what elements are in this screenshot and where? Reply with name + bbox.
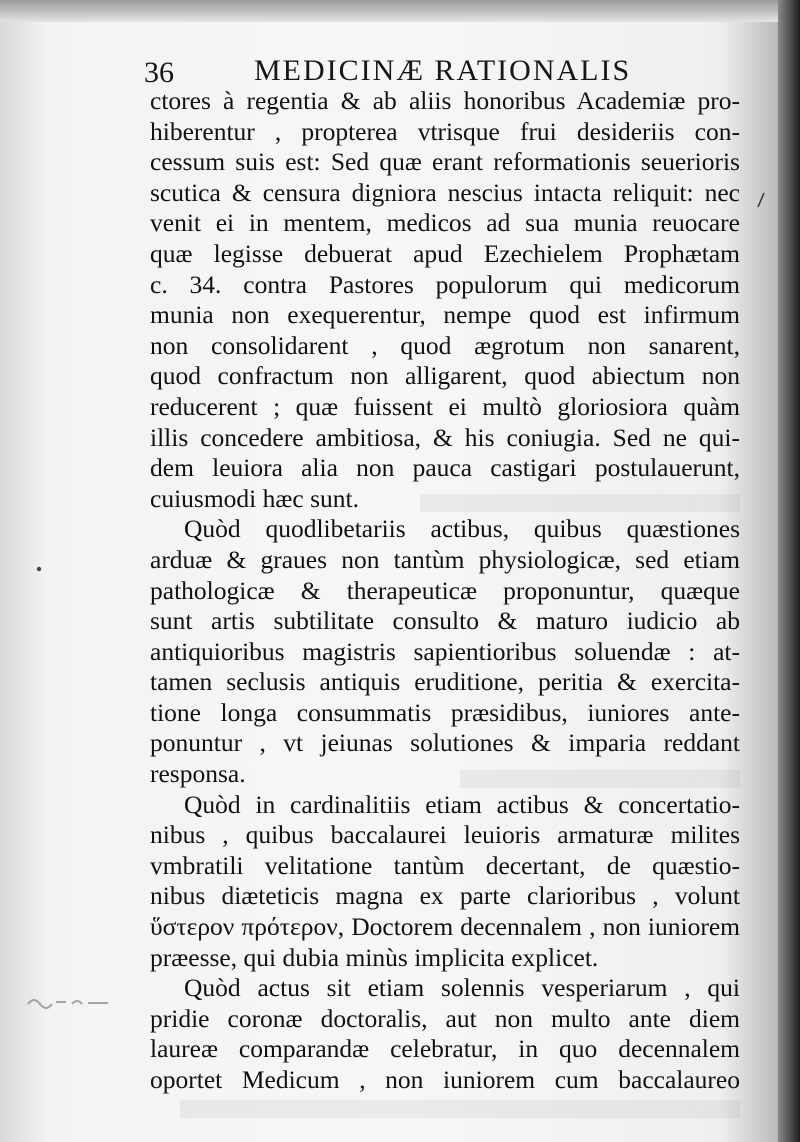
text-line: venit ei in mentem, medicos ad sua munia reuocare bbox=[150, 208, 740, 238]
page-header bbox=[144, 50, 664, 90]
page-number: 36 bbox=[144, 56, 174, 89]
text-line: cessum suis est: Sed quæ erant reformationis seuerioris bbox=[150, 147, 740, 177]
page-top-shadow bbox=[0, 0, 800, 22]
body-text bbox=[150, 86, 740, 1096]
text-line: ponuntur , vt jeiunas solutiones & imparia reddant bbox=[150, 728, 740, 758]
text-line: sunt artis subtilitate consulto & maturo iudicio ab bbox=[150, 606, 740, 636]
text-line: laureæ comparandæ celebratur, in quo decennalem bbox=[150, 1034, 740, 1064]
paragraph-start-line: Quòd quodlibetariis actibus, quibus quæstiones bbox=[184, 514, 740, 544]
text-line: pridie coronæ doctoralis, aut non multo ante diem bbox=[150, 1003, 740, 1033]
text-line: dem leuiora alia non pauca castigari postulauerunt, bbox=[150, 453, 740, 483]
text-line: non consolidarent , quod ægrotum non sanarent, bbox=[150, 330, 740, 360]
text-line: illis concedere ambitiosa, & his coniugia. Sed ne qui- bbox=[150, 422, 740, 452]
text-line: præesse, qui dubia minùs implicita explicet. bbox=[150, 942, 599, 972]
paragraph-start-line: Quòd in cardinalitiis etiam actibus & concertatio- bbox=[184, 789, 740, 819]
margin-tick-mark bbox=[756, 192, 766, 212]
text-line: responsa. bbox=[150, 759, 246, 789]
text-line: tamen seclusis antiquis eruditione, peritia & exercita- bbox=[150, 667, 740, 697]
margin-dot bbox=[36, 560, 42, 576]
text-line: quod confractum non alligarent, quod abiectum non bbox=[150, 361, 740, 391]
text-line: oportet Medicum , non iuniorem cum baccalaureo bbox=[150, 1065, 740, 1094]
text-line: ctores à regentia & ab aliis honoribus Academiæ pro- bbox=[150, 86, 740, 115]
text-line: munia non exequerentur, nempe quod est infirmum bbox=[150, 300, 740, 330]
text-line: scutica & censura digniora nescius intacta reliquit: nec bbox=[150, 177, 740, 207]
text-line: quæ legisse debuerat apud Ezechielem Prophætam bbox=[150, 238, 740, 268]
text-line: arduæ & graues non tantùm physiologicæ, sed etiam bbox=[150, 544, 740, 574]
text-line: cuiusmodi hæc sunt. bbox=[150, 483, 359, 513]
text-line: nibus , quibus baccalaurei leuioris armaturæ milites bbox=[150, 820, 740, 850]
paragraph-start-line: Quòd actus sit etiam solennis vesperiarum , qui bbox=[184, 973, 740, 1003]
text-line: antiquioribus magistris sapientioribus soluendæ : at- bbox=[150, 636, 740, 666]
bleed-through-mark bbox=[180, 1100, 740, 1118]
text-line: reducerent ; quæ fuissent ei multò gloriosiora quàm bbox=[150, 391, 740, 421]
text-line: vmbratili velitatione tantùm decertant, de quæstio- bbox=[150, 850, 740, 880]
text-line: tione longa consummatis præsidibus, iuniores ante- bbox=[150, 697, 740, 727]
text-line: hiberentur , propterea vtrisque frui desideriis con- bbox=[150, 116, 740, 146]
text-line: c. 34. contra Pastores populorum qui medicorum bbox=[150, 269, 740, 299]
text-line: nibus diæteticis magna ex parte clarioribus , volunt bbox=[150, 881, 740, 911]
margin-smudge bbox=[24, 990, 116, 1014]
page-binding-edge bbox=[778, 0, 800, 1142]
text-line: pathologicæ & therapeuticæ proponuntur, quæque bbox=[150, 575, 740, 605]
running-title: MEDICINÆ RATIONALIS bbox=[254, 54, 632, 87]
text-line: ὕστερον πρότερον, Doctorem decennalem , non iuniorem bbox=[150, 912, 740, 942]
